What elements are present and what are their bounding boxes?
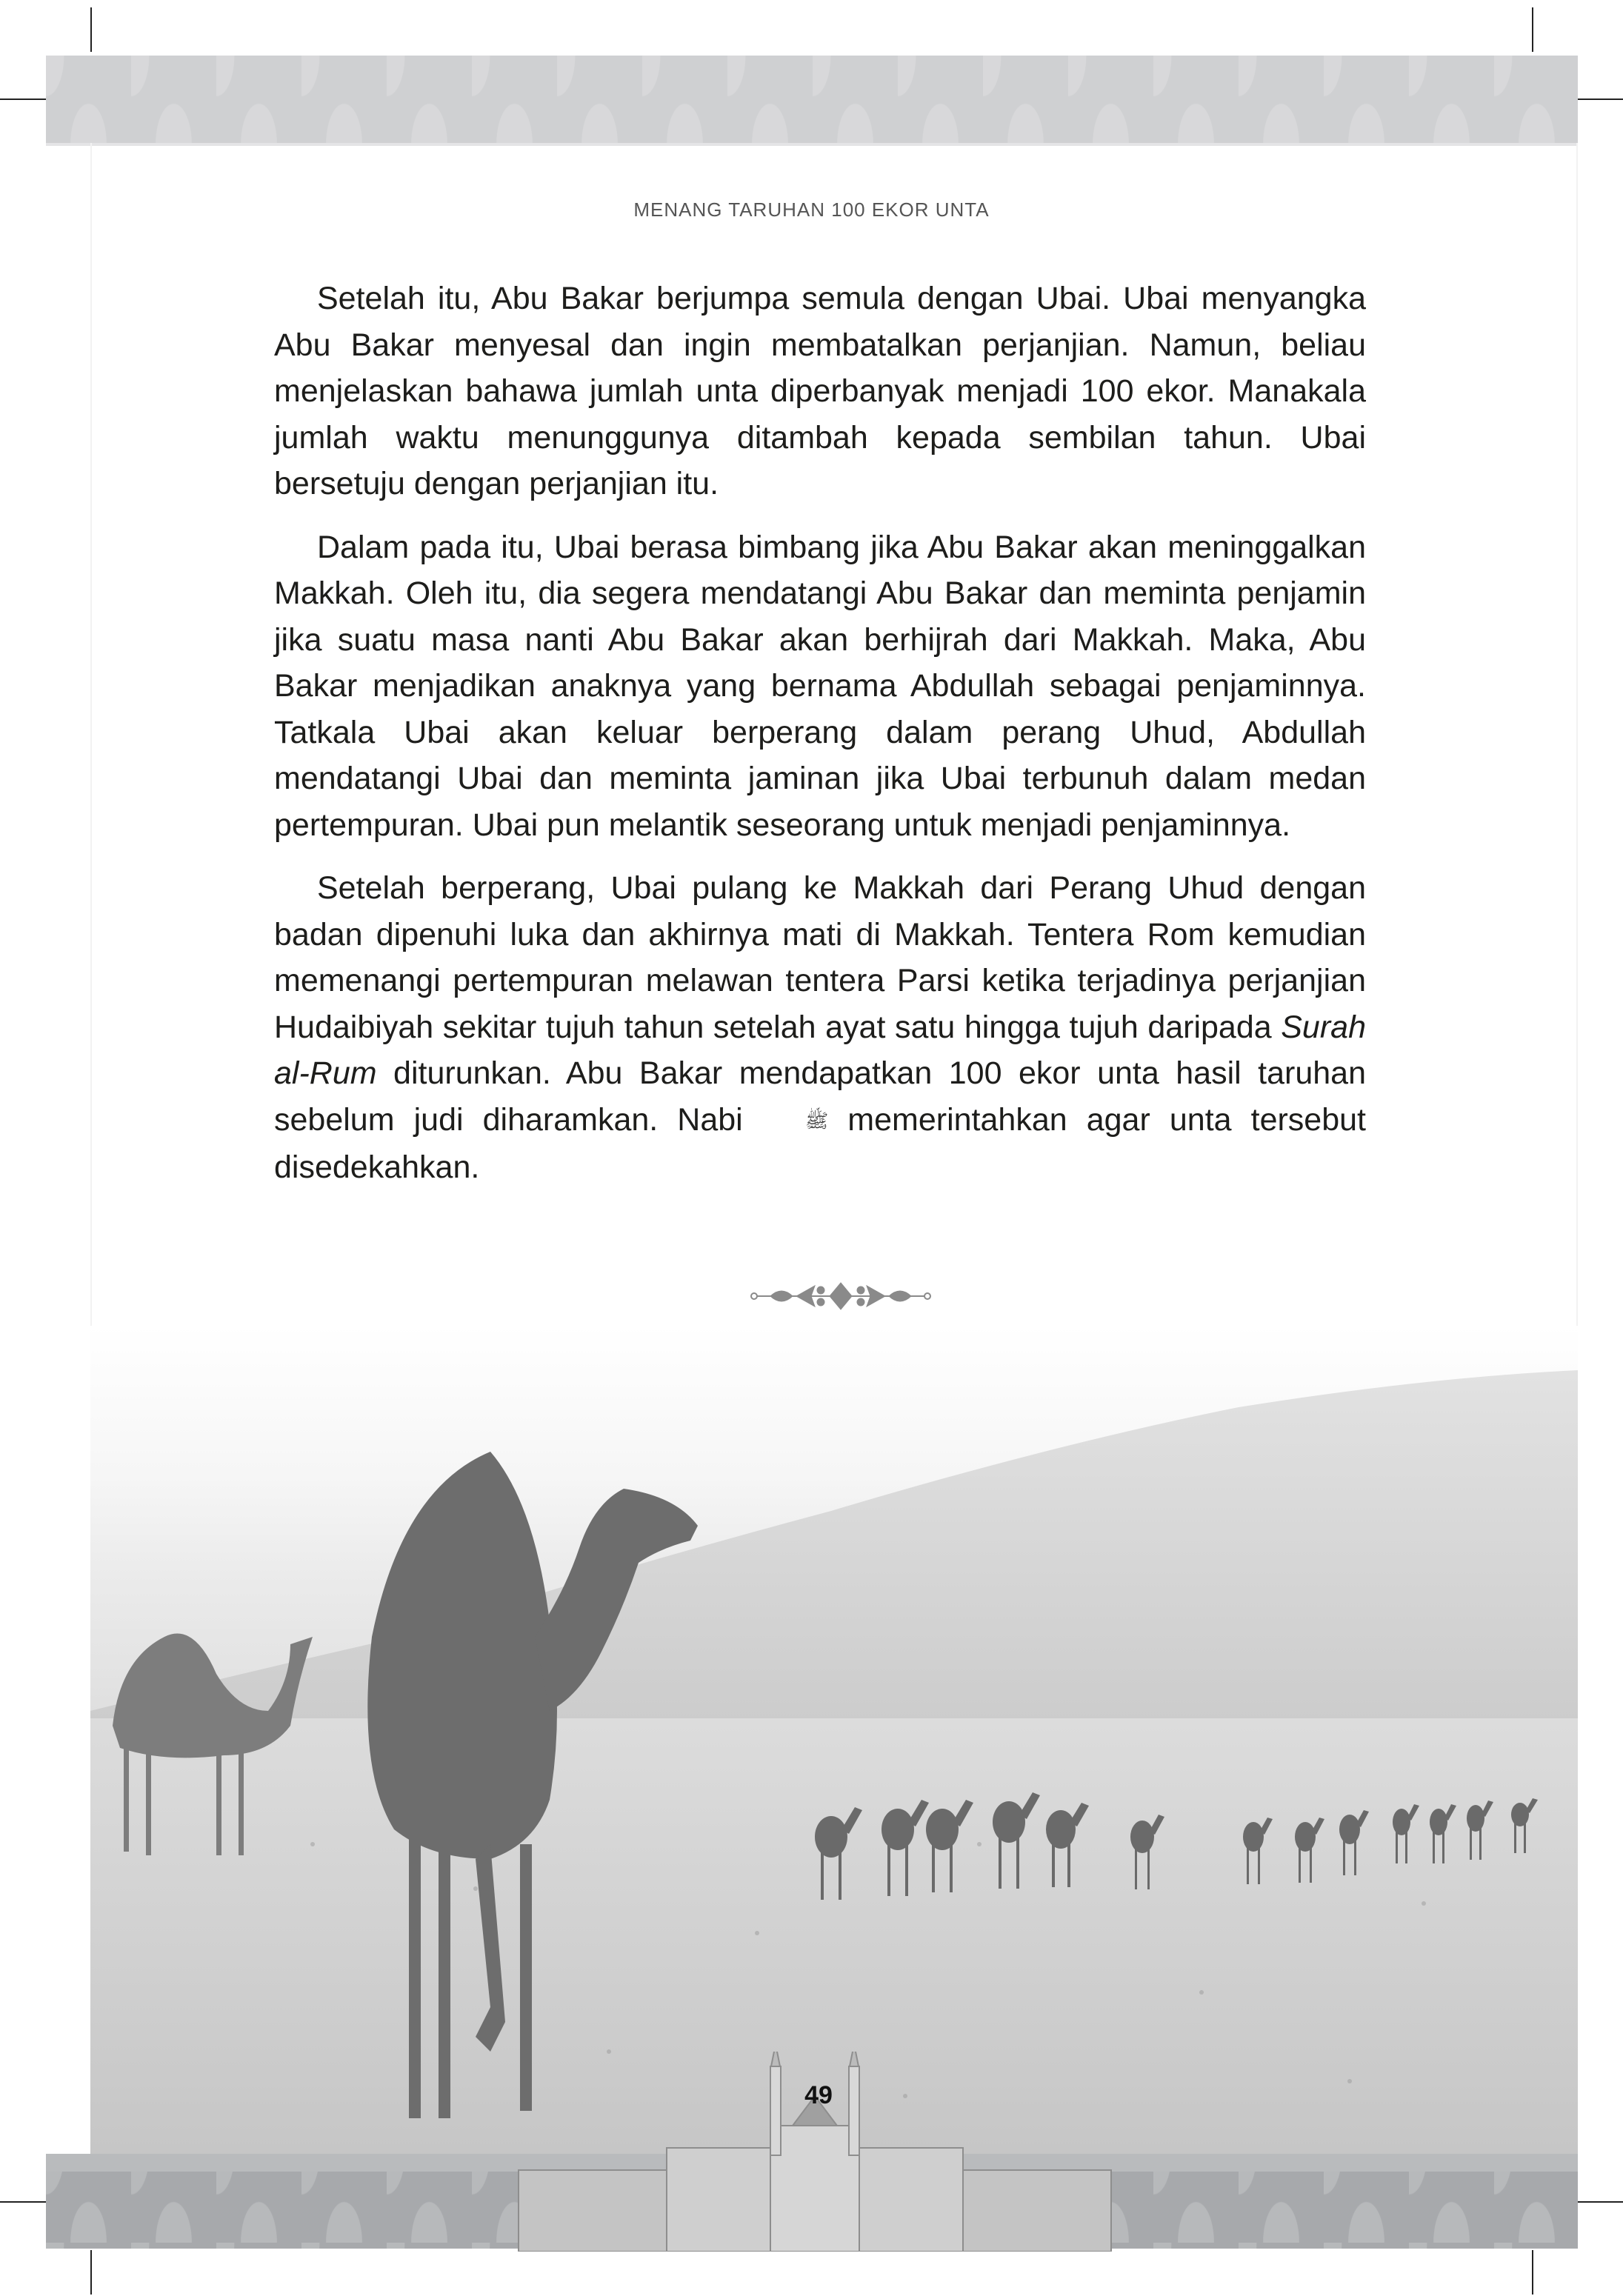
paragraph-text: diturunkan. Abu Bakar mendapatkan 100 ekor unta hasil taruhan sebelum judi diharamkan. Nabi bbox=[274, 1055, 1366, 1138]
crop-mark bbox=[1578, 2201, 1623, 2203]
sand-dune bbox=[90, 1370, 1578, 1741]
surah-title: Surah al-Rum bbox=[274, 1009, 1366, 1091]
paragraph bbox=[274, 865, 1366, 1191]
desert-camels-photo bbox=[90, 1326, 1578, 2155]
paragraph: Setelah itu, Abu Bakar berjumpa semula dengan Ubai. Ubai menyangka Abu Bakar menyesal dan ingin membatalkan perjanjian. Namun, beliau menjelaskan bahawa jumlah unta diperbanyak menjadi 100 ekor. Manakala jumlah waktu menunggunya ditambah kepada sembilan tahun. Ubai bersetuju dengan perjanjian itu. bbox=[274, 281, 1366, 501]
crop-mark bbox=[90, 2250, 92, 2295]
crop-mark bbox=[0, 99, 46, 100]
header-decorative-band bbox=[46, 56, 1578, 146]
crop-mark bbox=[0, 2201, 46, 2203]
crop-mark bbox=[1578, 99, 1623, 100]
running-header: MENANG TARUHAN 100 EKOR UNTA bbox=[633, 198, 990, 221]
crop-mark bbox=[1532, 2250, 1533, 2295]
page-number: 49 bbox=[804, 2081, 833, 2109]
section-divider-ornament-icon bbox=[748, 1280, 933, 1312]
crop-mark bbox=[1532, 7, 1533, 52]
crop-mark bbox=[90, 7, 92, 52]
paragraph: Dalam pada itu, Ubai berasa bimbang jika Abu Bakar akan meninggalkan Makkah. Oleh itu, dia segera mendatangi Abu Bakar dan meminta penjamin jika suatu masa nanti Abu Bakar akan berhijrah dari Makkah. Maka, Abu Bakar menjadikan anaknya yang bernama Abdullah sebagai penjaminnya. Tatkala Ubai akan keluar berperang dalam perang Uhud, Abdullah mendatangi Ubai dan meminta jaminan jika Ubai terbunuh dalam medan pertempuran. Ubai pun melantik seseorang untuk menjadi penjaminnya. bbox=[274, 529, 1366, 843]
camel-caravan-illustration bbox=[90, 1326, 1578, 2155]
paragraph-text: Setelah berperang, Ubai pulang ke Makkah dari Perang Uhud dengan badan dipenuhi luka dan akhirnya mati di Makkah. Tentera Rom kemudian memenangi pertempuran melawan tentera Parsi ketika terjadinya perjanjian Hudaibiyah sekitar tujuh tahun setelah ayat satu hingga tujuh daripada bbox=[274, 870, 1366, 1045]
body-text bbox=[274, 276, 1366, 1208]
honorific-glyph: ﷺ bbox=[804, 1109, 829, 1132]
paragraph-text: memerintahkan agar unta tersebut disedekahkan. bbox=[274, 1101, 1366, 1185]
